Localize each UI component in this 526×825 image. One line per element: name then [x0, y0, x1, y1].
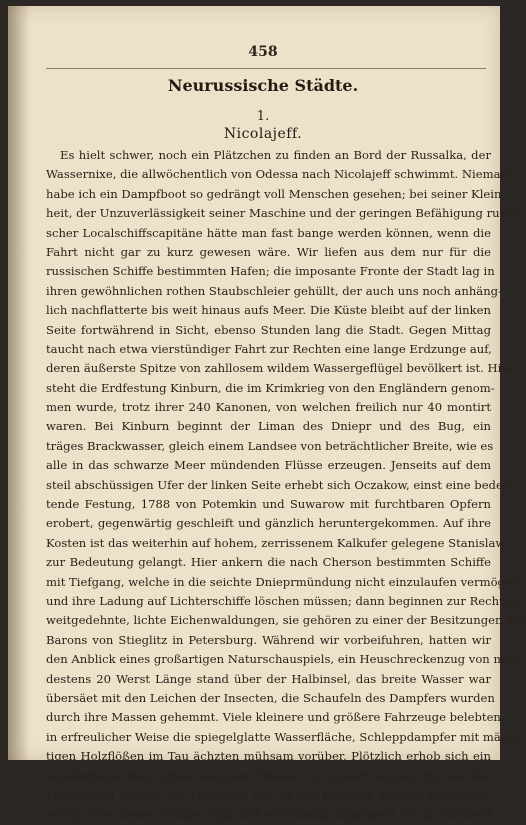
text-line: Es hielt schwer, noch ein Plätzchen zu finden an Bord der Russalka, der	[60, 148, 491, 162]
text-line: Seite fortwährend in Sicht, ebenso Stunden lang die Stadt. Gegen Mittag	[46, 322, 491, 337]
section-title: Nicolajeff.	[223, 126, 303, 142]
text-line: steht die Erdfestung Kinburn, die im Krimkrieg von den Engländern genom-	[46, 380, 495, 395]
text-line: Fahrt nicht gar zu kurz gewesen wäre. Wir liefen aus dem nur für die	[46, 244, 491, 259]
text-line: erobert, gegenwärtig geschleift und gänzlich heruntergekommen. Auf ihre	[46, 516, 491, 531]
text-line: heit, der Unzuverlässigkeit seiner Maschine und der geringen Befähigung russi-	[46, 206, 520, 221]
text-line: deren äußerste Spitze von zahllosem wildem Wassergeflügel bevölkert ist. Hier	[46, 361, 514, 376]
text-line: übersäet mit den Leichen der Insecten, die Schaufeln des Dampfers wurden	[46, 690, 495, 705]
text-line: den Anblick eines großartigen Naturschauspiels, ein Heuschreckenzug von min-	[46, 652, 520, 667]
text-line: Barons von Stieglitz in Petersburg. Während wir vorbeifuhren, hatten wir	[46, 632, 491, 647]
text-line: Kosten ist das weiterhin auf hohem, zerrissenem Kalkufer gelegene Stanislaw	[46, 535, 506, 550]
text-line: ihren gewöhnlichen rothen Staubschleier gehüllt, der auch uns noch anhäng-	[46, 283, 503, 298]
text-line: wunderbarer Bau mitten aus dem Wasser vor unsern Augen. Es war das	[46, 768, 491, 783]
text-line: träges Brackwasser, gleich einem Landsee von beträchtlicher Breite, wie es	[46, 438, 494, 453]
text-line: steil abschüssigen Ufer der linken Seite erhebt sich Oczakow, einst eine bedeu-	[46, 477, 515, 492]
text-line: zur Bedeutung gelangt. Hier ankern die nach Cherson bestimmten Schiffe	[46, 555, 491, 570]
section-number: 1.	[256, 109, 270, 124]
text-line: scher Localschiffscapitäne hätte man fast bange werden können, wenn die	[46, 225, 491, 240]
text-line: russischen Schiffe bestimmten Hafen; die imposante Fronte der Stadt lag in	[46, 264, 495, 279]
header-rule	[46, 68, 486, 69]
text-line: weitgedehnte, lichte Eichenwaldungen, sie gehören zu einer der Besitzungen des	[46, 613, 526, 628]
text-line: tende Festung, 1788 von Potemkin und Suwarow mit furchtbaren Opfern	[46, 497, 491, 512]
text-line: destens 20 Werst Länge stand über der Halbinsel, das breite Wasser war	[46, 671, 491, 686]
book-page	[8, 6, 526, 822]
page-number: 458	[248, 44, 278, 60]
text-line: alle in das schwarze Meer mündenden Flüsse erzeugen. Jenseits auf dem	[46, 458, 491, 473]
text-line: tigen Holzflößen im Tau ächzten mühsam vorüber. Plötzlich erhob sich ein	[46, 749, 491, 764]
text-line: waren. Bei Kinburn beginnt der Liman des Dniepr und des Bug, ein	[46, 419, 491, 434]
text-line: taucht nach etwa vierstündiger Fahrt zur Rechten eine lange Erdzunge auf,	[46, 341, 492, 356]
text-line: und ihre Ladung auf Lichterschiffe löschen müssen; dann beginnen zur Rechten	[46, 593, 519, 608]
chapter-title: Neurussische Städte.	[167, 76, 359, 95]
text-line: in erfreulicher Weise die spiegelglatte Wasserfläche, Schleppdampfer mit mäch-	[46, 729, 519, 744]
text-line: Linienschiff Sinope, ein Fahrzeug, das zu 130 Kanonen gebohrt ist, gegen-	[46, 787, 491, 802]
text-line: durch ihre Massen gehemmt. Viele kleinere und größere Fahrzeuge belebten	[46, 710, 501, 725]
text-line: lich nachflatterte bis weit hinaus aufs Meer. Die Küste bleibt auf der linken	[46, 303, 491, 318]
text-line: Wassernixe, die allwöchentlich von Odessa nach Nicolajeff schwimmt. Niemals	[46, 167, 511, 182]
text-line: wärtig aber keine einzige trägt und vollständig abgetakelt ist, da Rußland	[46, 807, 491, 822]
text-line: mit Tiefgang, welche in die seichte Dnieprmündung nicht einzulaufen vermögen	[46, 574, 520, 589]
body-text	[46, 146, 526, 825]
text-line: men wurde, trotz ihrer 240 Kanonen, von welchen freilich nur 40 montirt	[46, 400, 491, 415]
text-line: habe ich ein Dampfboot so gedrängt voll Menschen gesehen; bei seiner Klein-	[46, 186, 506, 201]
